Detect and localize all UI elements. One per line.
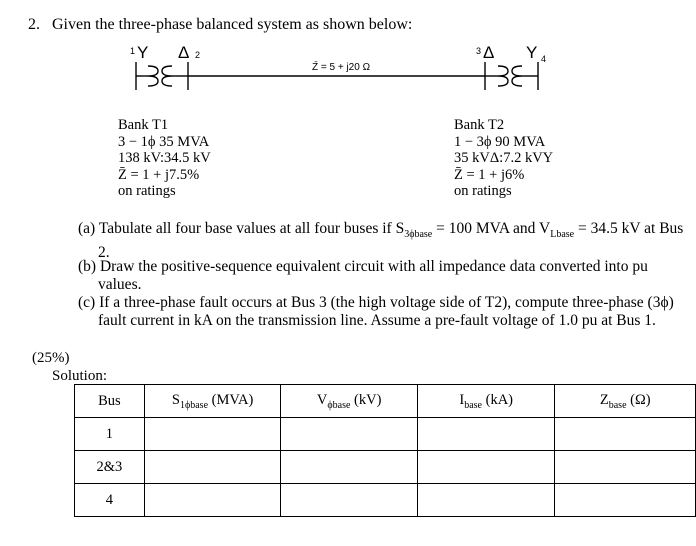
part-a-sub-1: 3ϕbase [404,229,433,241]
table-header-row [75,385,696,418]
bank-t1-basis: on ratings [118,183,176,199]
question-number: 2. [28,16,40,33]
bus-cell: 1 [75,418,145,451]
part-c-text: If a three-phase fault occurs at Bus 3 (the high voltage side of T2), compute three-phase (3ϕ) fault current in kA on the transmission line. Assume a pre-fault voltage of 1.0 pu at Bus 1. [98,294,674,329]
answer-cell[interactable] [555,418,696,451]
transformer-t2-icon [485,62,538,90]
part-b-text: Draw the positive-sequence equivalent circuit with all impedance data converted into pu values. [98,258,648,293]
part-b-label: (b) [78,258,97,275]
bank-t2-specs [454,117,553,200]
bus-2-label: 2 [195,50,201,60]
wye-symbol-left: Y [137,43,149,62]
bank-t1-title: Bank T1 [118,117,169,133]
part-a-text-2: = 100 MVA and V [432,220,551,237]
delta-symbol-right: Δ [483,43,495,62]
bus-cell: 2&3 [75,451,145,484]
part-a-text-3: = 34.5 kV at Bus 2. [98,220,684,261]
bank-t1-impedance: Z̄ = 1 + j7.5% [118,166,200,183]
answer-cell[interactable] [555,451,696,484]
wye-symbol-right: Y [526,43,538,62]
part-a [78,220,688,261]
one-line-diagram [0,40,696,100]
question-header [28,16,412,34]
part-a-text-1: Tabulate all four base values at all four buses if S [98,220,405,237]
table-row [75,451,696,484]
transformer-t1-icon [136,62,188,90]
bank-t1-rating: 3 − 1ϕ 35 MVA [118,133,210,150]
delta-symbol-left: Δ [178,43,190,62]
table-row [75,484,696,517]
bus-3-label: 3 [476,46,482,56]
bank-t2-basis: on ratings [454,183,512,199]
answer-cell[interactable] [144,484,281,517]
header-s-base: $S_{1\phi base}$ (MVA) [144,385,281,418]
bus-1-label: 1 [130,46,136,56]
answer-cell[interactable] [144,418,281,451]
header-z-base: $Z_{base}$ (Ω) [555,385,696,418]
bank-t2-rating: 1 − 3ϕ 90 MVA [454,133,546,150]
part-a-sub-2: Lbase [550,229,575,241]
base-values-table [74,384,696,517]
solution-label: Solution: [52,368,108,384]
bus-4-label: 4 [541,54,547,64]
bank-t1-voltage: 138 kV:34.5 kV [118,150,211,166]
table-row [75,418,696,451]
header-v-base: $V_{\phi base}$ (kV) [281,385,418,418]
answer-cell[interactable] [417,451,555,484]
points-label: (25%) [32,350,70,366]
header-bus: Bus [75,385,145,418]
answer-cell[interactable] [555,484,696,517]
part-a-label: (a) [78,220,96,237]
answer-cell[interactable] [144,451,281,484]
bank-t1-specs [118,117,211,200]
bus-cell: 4 [75,484,145,517]
answer-cell[interactable] [281,418,418,451]
bank-t2-title: Bank T2 [454,117,505,133]
header-i-base: $I_{base}$ (kA) [417,385,555,418]
bank-t2-voltage: 35 kVΔ:7.2 kVY [454,150,554,166]
answer-cell[interactable] [417,418,555,451]
bank-t2-impedance: Z̄ = 1 + j6% [454,166,525,183]
part-c-label: (c) [78,294,96,311]
part-c [78,294,688,329]
answer-cell[interactable] [417,484,555,517]
part-b [78,258,688,293]
question-prompt: Given the three-phase balanced system as shown below: [52,16,413,33]
answer-cell[interactable] [281,484,418,517]
line-impedance-label: Z̄ = 5 + j20 Ω [312,62,371,73]
answer-cell[interactable] [281,451,418,484]
